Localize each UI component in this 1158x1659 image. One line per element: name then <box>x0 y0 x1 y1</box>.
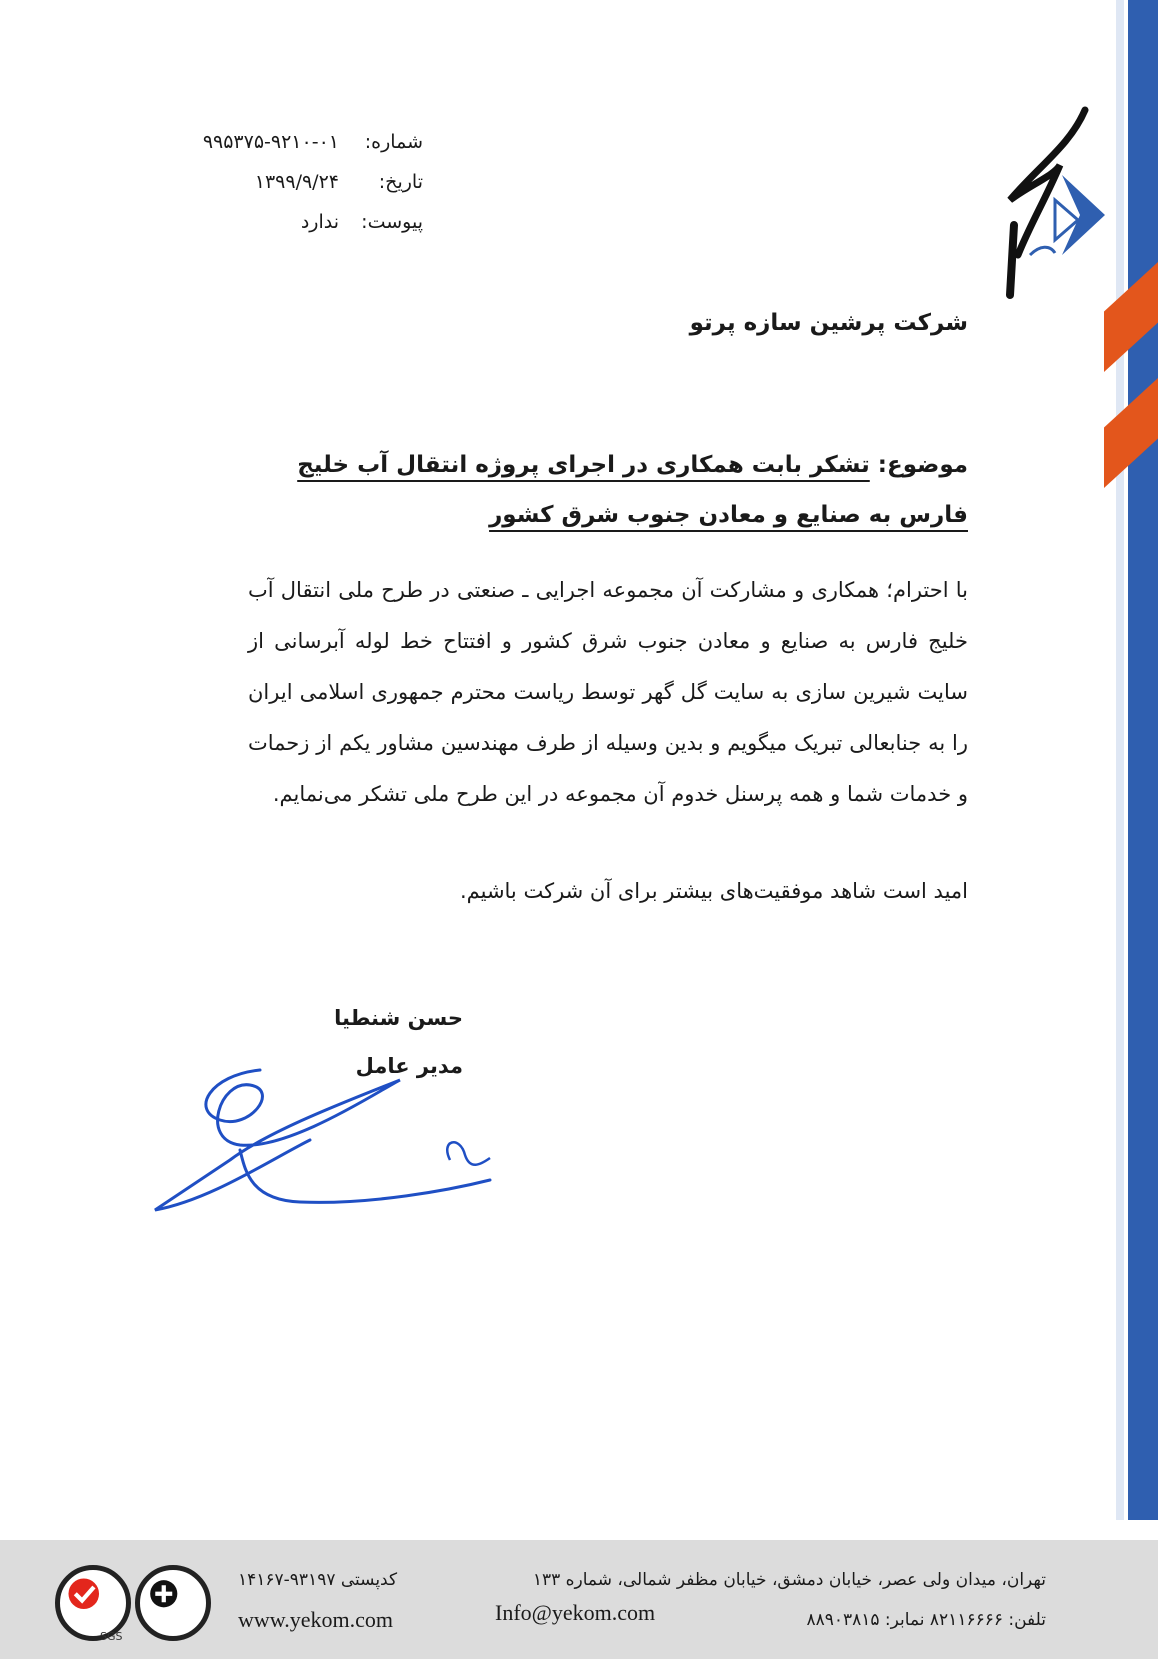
letter-meta <box>123 122 423 242</box>
meta-attachment-row <box>123 202 423 242</box>
footer-email[interactable]: Info@yekom.com <box>495 1600 656 1625</box>
footer-contact-block <box>238 1560 397 1640</box>
letter-body: با احترام؛ همکاری و مشارکت آن مجموعه اجرایی ـ صنعتی در طرح ملی انتقال آب خلیج فارس به صنایع و معادن جنوب شرق کشور و افتتاح خط لوله آبرسانی از سایت شیرین سازی به سایت گل گهر توسط ریاست محترم جمهوری اسلامی ایران را به جنابعالی تبریک میگویم و بدین وسیله از طرف مهندسین مشاور یکم از زحمات و خدمات شما و همه پرسنل خدوم آن مجموعه در این طرح ملی تشکر می‌نمایم. <box>248 578 968 806</box>
handwritten-signature <box>150 1050 530 1240</box>
attachment-value: ندارد <box>300 211 339 233</box>
meta-date-row <box>123 162 423 202</box>
attachment-label: پیوست: <box>361 211 423 233</box>
border-stripe-light <box>1116 0 1124 1520</box>
date-value: ۱۳۹۹/۹/۲۴ <box>254 171 339 193</box>
signer-title: مدیر عامل <box>355 1054 463 1078</box>
accreditation-badge-icon <box>135 1565 211 1641</box>
date-label: تاریخ: <box>378 171 423 193</box>
footer-address: تهران، میدان ولی عصر، خیابان دمشق، خیابان مظفر شمالی، شماره ۱۳۳ <box>532 1570 1046 1590</box>
number-label: شماره: <box>364 131 423 153</box>
number-value: ۹۹۵۳۷۵-۹۲۱۰-۰۱ <box>202 131 339 153</box>
footer-postal-code: کدپستی ۹۳۱۹۷-۱۴۱۶۷ <box>238 1570 398 1590</box>
subject-text: تشکر بابت همکاری در اجرای پروژه انتقال آب خلیج فارس به صنایع و معادن جنوب شرق کشور <box>297 452 968 528</box>
subject-label: موضوع: <box>877 452 968 478</box>
signer-name: حسن شنطیا <box>334 1006 463 1030</box>
subject <box>268 440 968 540</box>
yekom-logo <box>1000 105 1112 305</box>
meta-number-row <box>123 122 423 162</box>
recipient: شرکت پرشین سازه پرتو <box>689 310 968 336</box>
footer-phone-fax: تلفن: ۸۲۱۱۶۶۶۶ نمابر: ۸۸۹۰۳۸۱۵ <box>806 1610 1046 1630</box>
footer-website[interactable]: www.yekom.com <box>238 1607 393 1632</box>
border-stripe-blue <box>1128 0 1158 1520</box>
letter-closing: امید است شاهد موفقیت‌های بیشتر برای آن شرکت باشیم. <box>459 879 968 903</box>
cert-label: SGS <box>100 1630 123 1643</box>
